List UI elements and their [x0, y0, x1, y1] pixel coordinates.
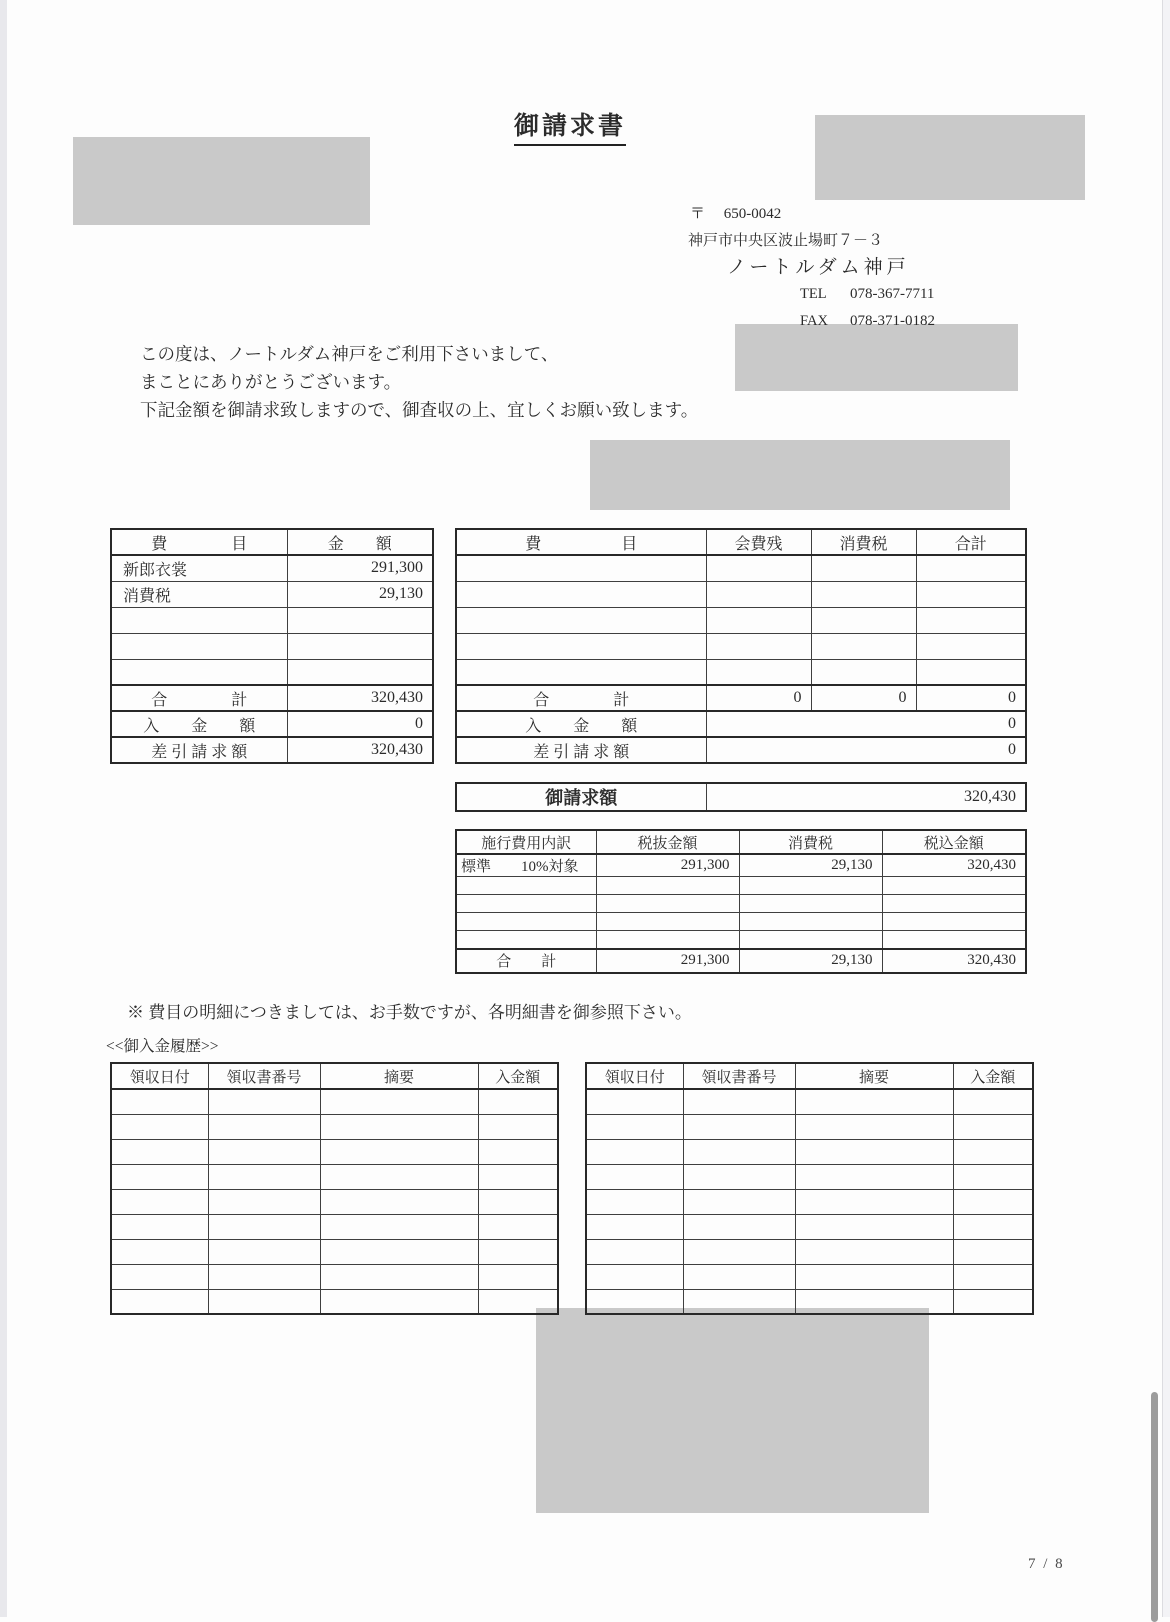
table-row [586, 1289, 1033, 1314]
tax-header-breakdown: 施行費用内訳 [456, 830, 596, 854]
redaction-box-bottom [536, 1308, 929, 1513]
table-row [111, 581, 433, 607]
table-row [456, 913, 1026, 931]
membership-deposit-row: 入 金 額 0 [456, 711, 1026, 737]
membership-header-tax: 消費税 [811, 529, 916, 555]
billed-amount-value: 320,430 [706, 783, 1026, 811]
table-row [111, 555, 433, 581]
charge-item: 消費税 [111, 581, 287, 607]
tax-standard-row: 標準 10%対象 291,300 29,130 320,430 [456, 854, 1026, 877]
table-row [456, 931, 1026, 949]
table-row [586, 1239, 1033, 1264]
scrollbar-track[interactable] [1162, 0, 1170, 1617]
charges-header-amount: 金 額 [287, 529, 433, 555]
redaction-box-top-right [815, 115, 1085, 200]
payment-history-table-right [585, 1062, 1032, 1315]
membership-header-item: 費 目 [456, 529, 706, 555]
redaction-box-middle-right [735, 324, 1018, 391]
table-row [456, 607, 1026, 633]
table-row [586, 1189, 1033, 1214]
table-row [111, 633, 433, 659]
fax-label: FAX [800, 313, 828, 329]
viewer-left-edge [0, 0, 7, 1617]
table-row [111, 1239, 558, 1264]
table-row [586, 1264, 1033, 1289]
table-row [111, 1189, 558, 1214]
sender-address: 神戸市中央区波止場町７－３ [688, 233, 884, 249]
table-row [456, 633, 1026, 659]
charges-table [110, 528, 432, 764]
table-row [111, 1289, 558, 1314]
charges-header-item: 費 目 [111, 529, 287, 555]
table-row [111, 1164, 558, 1189]
sender-name: ノートルダム神戸 [727, 257, 910, 278]
payment-header-amount: 入金額 [478, 1063, 558, 1089]
charges-deposit-row: 入 金 額 0 [111, 711, 433, 737]
table-row [456, 555, 1026, 581]
table-row [456, 877, 1026, 895]
page-title: 御請求書 [500, 106, 640, 146]
payment-header-date: 領収日付 [111, 1063, 208, 1089]
greeting-line-1: この度は、ノートルダム神戸をご利用下さいまして、 [140, 344, 559, 364]
fax-number: 078-371-0182 [850, 313, 935, 329]
table-row [586, 1139, 1033, 1164]
sender-tel-row [800, 286, 934, 303]
table-row [111, 1089, 558, 1114]
tel-number: 078-367-7711 [850, 286, 935, 302]
table-row [586, 1214, 1033, 1239]
table-row [586, 1089, 1033, 1114]
membership-header-total: 合計 [916, 529, 1026, 555]
tax-header-excl: 税抜金額 [596, 830, 739, 854]
tax-breakdown-table [455, 829, 1025, 974]
charge-amount: 29,130 [287, 581, 433, 607]
page-indicator: 7 / 8 [1028, 1556, 1065, 1572]
payment-header-receipt-no: 領収書番号 [683, 1063, 795, 1089]
redaction-box-above-table [590, 440, 1010, 510]
table-row [586, 1114, 1033, 1139]
greeting-line-2: まことにありがとうございます。 [140, 372, 402, 392]
table-row [456, 581, 1026, 607]
membership-total-row: 合 計 0 0 0 [456, 685, 1026, 711]
payment-header-amount: 入金額 [953, 1063, 1033, 1089]
greeting-text [140, 340, 698, 424]
table-row [456, 659, 1026, 685]
billed-amount-label: 御請求額 [456, 783, 706, 811]
charge-amount: 291,300 [287, 555, 433, 581]
charges-balance-row: 差 引 請 求 額 320,430 [111, 737, 433, 763]
charges-total-row: 合 計 320,430 [111, 685, 433, 711]
membership-header-kaihizan: 会費残 [706, 529, 811, 555]
redaction-box-recipient [73, 137, 370, 225]
billed-amount-bar [455, 782, 1025, 812]
payment-header-summary: 摘要 [795, 1063, 953, 1089]
table-row [111, 1264, 558, 1289]
charge-item: 新郎衣裳 [111, 555, 287, 581]
tax-header-tax: 消費税 [739, 830, 882, 854]
payment-header-receipt-no: 領収書番号 [208, 1063, 320, 1089]
table-row [111, 659, 433, 685]
table-row [111, 1114, 558, 1139]
table-row [456, 895, 1026, 913]
payment-header-date: 領収日付 [586, 1063, 683, 1089]
table-row [111, 1139, 558, 1164]
table-row [111, 607, 433, 633]
payment-history-label: <<御入金履歴>> [106, 1038, 219, 1055]
payment-history-table-left [110, 1062, 557, 1315]
tax-total-row: 合 計 291,300 29,130 320,430 [456, 949, 1026, 973]
scrollbar-thumb[interactable] [1151, 1392, 1158, 1622]
table-row [111, 1214, 558, 1239]
membership-balance-row: 差 引 請 求 額 0 [456, 737, 1026, 763]
sender-postal-code: 〒 650-0042 [690, 206, 782, 222]
membership-table [455, 528, 1025, 764]
tax-header-incl: 税込金額 [882, 830, 1026, 854]
greeting-line-3: 下記金額を御請求致しますので、御査収の上、宜しくお願い致します。 [140, 400, 699, 420]
payment-header-summary: 摘要 [320, 1063, 478, 1089]
sender-fax-row [800, 313, 935, 330]
tel-label: TEL [800, 286, 827, 302]
table-row [586, 1164, 1033, 1189]
detail-note: ※ 費目の明細につきましては、お手数ですが、各明細書を御参照下さい。 [127, 1003, 692, 1022]
